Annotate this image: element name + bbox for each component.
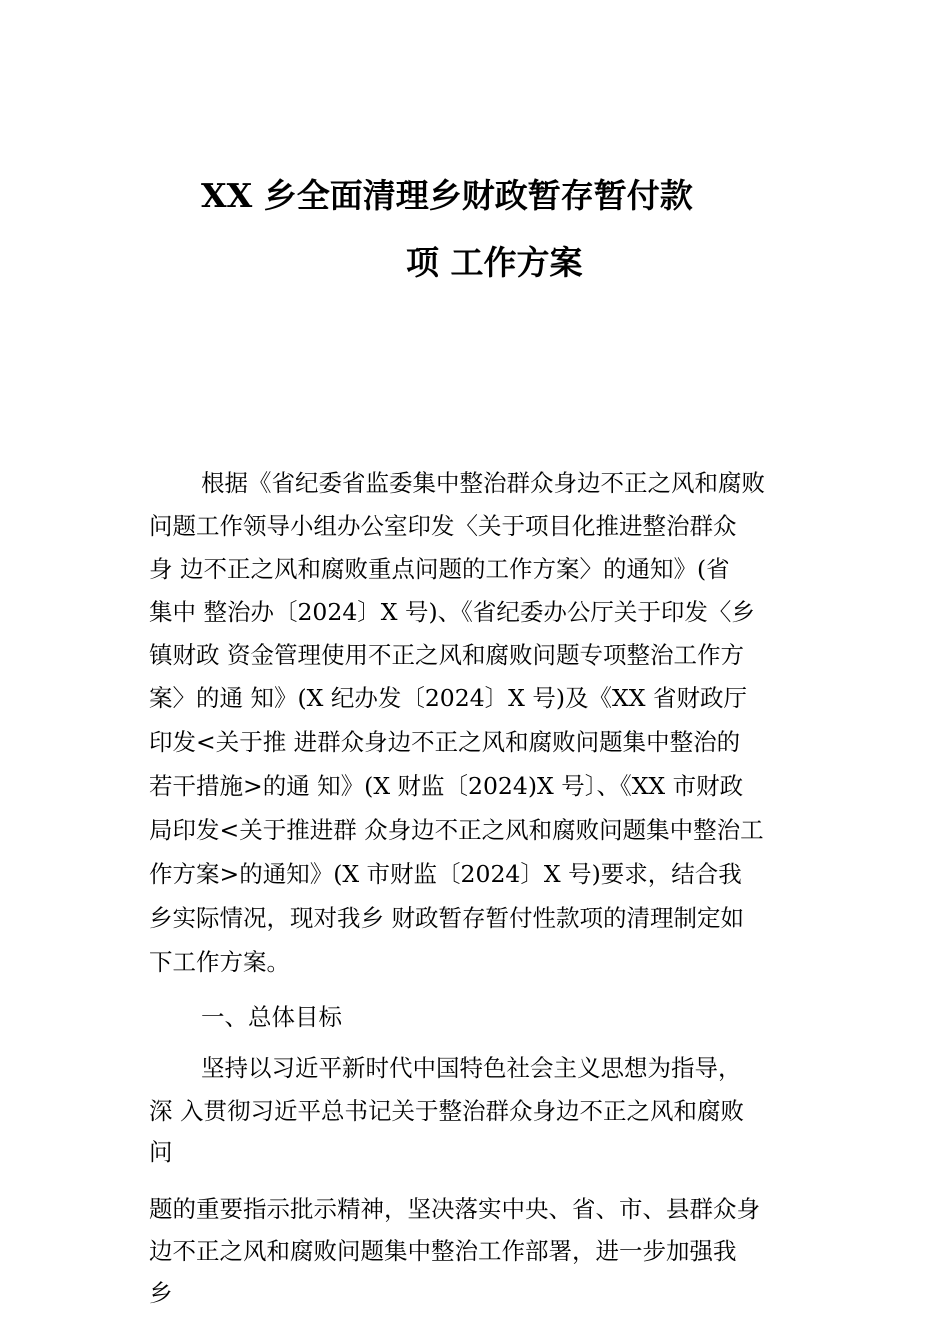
section-heading: 一、总体目标 (201, 1003, 342, 1031)
body-line: 印发<关于推 进群众身边不正之风和腐败问题集中整治的 (149, 728, 741, 756)
body-line: 乡 (149, 1279, 173, 1307)
body-line: 下工作方案。 (149, 948, 290, 976)
body-line: 问题工作领导小组办公室印发〈关于项目化推进整治群众 (149, 512, 737, 540)
body-line: 集中 整治办〔2024〕X 号)、《省纪委办公厅关于印发〈乡 (149, 598, 755, 626)
body-line: 镇财政 资金管理使用不正之风和腐败问题专项整治工作方 (149, 641, 744, 669)
body-line: 作方案>的通知》(X 市财监〔2024〕X 号)要求，结合我 (149, 860, 742, 888)
body-line: 题的重要指示批示精神，坚决落实中央、省、市、县群众身 (149, 1195, 760, 1223)
body-line: 坚持以习近平新时代中国特色社会主义思想为指导， (201, 1054, 742, 1082)
body-line: 边不正之风和腐败问题集中整治工作部署，进一步加强我 (149, 1237, 737, 1265)
body-line: 局印发<关于推进群 众身边不正之风和腐败问题集中整治工 (149, 816, 764, 844)
body-line: 案〉的通 知》(X 纪办发〔2024〕X 号)及《XX 省财政厅 (149, 684, 747, 712)
body-line: 乡实际情况，现对我乡 财政暂存暂付性款项的清理制定如 (149, 904, 744, 932)
body-line: 问 (149, 1138, 173, 1166)
body-line: 根据《省纪委省监委集中整治群众身边不正之风和腐败 (201, 469, 765, 497)
body-line: 若干措施>的通 知》(X 财监〔2024)X 号〕、《XX 市财政 (149, 772, 744, 800)
document-page: XX 乡全面清理乡财政暂存暂付款 项 工作方案 根据《省纪委省监委集中整治群众身边不正之风和腐败 问题工作领导小组办公室印发〈关于项目化推进整治群众 身 边不正之风和腐败重点问题的工作方案〉的通知》(省 集中 整治办〔2024〕X 号)、《省纪委办公厅关于印发〈乡 镇财政 资金管理使用不正之风和腐败问题专项整治工作方 案〉的通 知》(X 纪办发〔2024〕X 号)及《XX 省财政厅 印发<关于推 进群众身边不正之风和腐败问题集中整治的 若干措施>的通 知》(X 财监〔2024)X 号〕、《XX 市财政 局印发<关于推进群 众身边不正之风和腐败问题集中整治工 作方案>的通知》(X 市财监〔2024〕X 号)要求，结合我 乡实际情况，现对我乡 财政暂存暂付性款项的清理制定如 下工作方案。 一、总体目标 坚持以习近平新时代中国特色社会主义思想为指导， 深 入贯彻习近平总书记关于整治群众身边不正之风和腐败 问 题的重要指示批示精神，坚决落实中央、省、市、县群众身 边不正之风和腐败问题集中整治工作部署，进一步加强我 乡 (0, 0, 950, 1344)
body-line: 深 入贯彻习近平总书记关于整治群众身边不正之风和腐败 (149, 1097, 744, 1125)
body-line: 身 边不正之风和腐败重点问题的工作方案〉的通知》(省 (149, 555, 730, 583)
